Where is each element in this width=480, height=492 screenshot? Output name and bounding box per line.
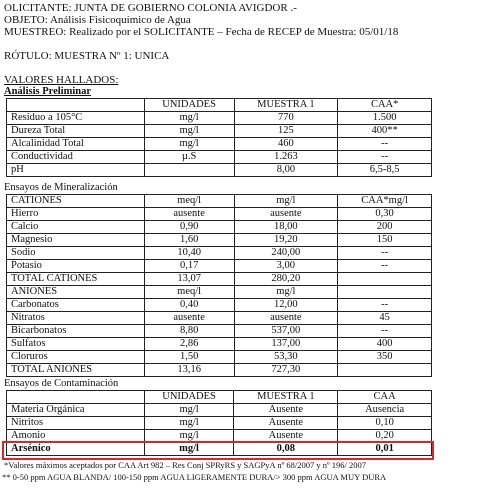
valores-title: VALORES HALLADOS:	[4, 74, 119, 86]
table-row	[7, 247, 432, 260]
table-row	[7, 351, 432, 364]
table-cell: 10,40	[144, 247, 234, 260]
table-cell: 727,30	[234, 364, 338, 377]
table-cell: 1.263	[234, 151, 338, 164]
table-cell: Sodio	[7, 247, 145, 260]
mineral-title: Ensayos de Mineralización	[4, 182, 118, 193]
table-row	[7, 299, 432, 312]
table-cell: Materia Orgánica	[7, 404, 145, 417]
table-cell: 13,07	[144, 273, 234, 286]
table-cell: --	[338, 260, 432, 273]
table-cell: 2,86	[144, 338, 234, 351]
table-cell: 460	[234, 138, 338, 151]
table-cell: 45	[338, 312, 432, 325]
table-cell: 12,00	[234, 299, 338, 312]
table-cell: 0,10	[338, 417, 432, 430]
header-muestreo: MUESTREO: Realizado por el SOLICITANTE – Fecha de RECEP de Muestra: 05/01/18	[4, 26, 399, 38]
header-cell: meq/l	[144, 195, 234, 208]
table-header-row	[7, 99, 432, 112]
preliminar-table	[6, 98, 432, 177]
table-row	[7, 286, 432, 299]
table-cell: Calcio	[7, 221, 145, 234]
table-cell: ausente	[234, 208, 338, 221]
table-cell: 1.500	[338, 112, 432, 125]
table-row	[7, 404, 432, 417]
table-cell: mg/l	[144, 125, 234, 138]
table-cell: --	[338, 151, 432, 164]
table-cell: 770	[234, 112, 338, 125]
table-cell: 0,17	[144, 260, 234, 273]
header-cell	[7, 391, 145, 404]
table-cell: ausente	[144, 312, 234, 325]
table-row	[7, 234, 432, 247]
table-cell: Dureza Total	[7, 125, 145, 138]
table-cell: 1,60	[144, 234, 234, 247]
table-cell: µ.S	[144, 151, 234, 164]
table-row	[7, 260, 432, 273]
header-cell: UNIDADES	[144, 99, 234, 112]
table-cell	[338, 273, 432, 286]
table-cell: 0,20	[338, 430, 432, 443]
table-row	[7, 151, 432, 164]
table-row	[7, 312, 432, 325]
table-cell: 6,5-8,5	[338, 164, 432, 177]
table-header-row	[7, 195, 432, 208]
table-cell: Sulfatos	[7, 338, 145, 351]
mineral-table	[6, 194, 432, 377]
table-cell: 240,00	[234, 247, 338, 260]
table-row	[7, 112, 432, 125]
table-row	[7, 417, 432, 430]
header-cell: CAA*	[338, 99, 432, 112]
table-cell: 0,90	[144, 221, 234, 234]
table-cell: mg/l	[144, 430, 234, 443]
header-rotulo: RÓTULO: MUESTRA Nº 1: UNICA	[4, 50, 170, 62]
table-cell: 19,20	[234, 234, 338, 247]
table-cell: mg/l	[144, 112, 234, 125]
table-cell: 200	[338, 221, 432, 234]
table-row	[7, 208, 432, 221]
table-cell: Nitritos	[7, 417, 145, 430]
table-cell: mg/l	[144, 138, 234, 151]
table-cell: Ausente	[234, 430, 338, 443]
header-objeto: OBJETO: Análisis Fisicoquímico de Agua	[4, 14, 191, 26]
table-cell: Ausente	[234, 404, 338, 417]
table-row	[7, 138, 432, 151]
table-cell	[338, 364, 432, 377]
table-cell: Residuo a 105°C	[7, 112, 145, 125]
table-cell: ANIONES	[7, 286, 145, 299]
table-cell: 150	[338, 234, 432, 247]
table-cell: 53,30	[234, 351, 338, 364]
table-row	[7, 125, 432, 138]
table-cell: mg/l	[234, 286, 338, 299]
table-cell: mg/l	[144, 417, 234, 430]
table-cell: Nitratos	[7, 312, 145, 325]
table-cell: Bicarbonatos	[7, 325, 145, 338]
header-cell: mg/l	[234, 195, 338, 208]
table-cell: 125	[234, 125, 338, 138]
table-cell: 13,16	[144, 364, 234, 377]
table-cell: ausente	[234, 312, 338, 325]
table-cell: 350	[338, 351, 432, 364]
header-cell: MUESTRA 1	[234, 99, 338, 112]
table-row	[7, 221, 432, 234]
table-cell: Ausente	[234, 417, 338, 430]
header-cell: MUESTRA 1	[234, 391, 338, 404]
table-cell: 1,50	[144, 351, 234, 364]
table-cell: Amonio	[7, 430, 145, 443]
table-cell: --	[338, 325, 432, 338]
table-cell: meq/l	[144, 286, 234, 299]
table-cell: Magnesio	[7, 234, 145, 247]
footnote-dureza: ** 0-50 ppm AGUA BLANDA/ 100-150 ppm AGUA LIGERAMENTE DURA/> 300 ppm AGUA MUY DURA	[2, 472, 387, 482]
table-cell	[338, 286, 432, 299]
table-cell: 8,00	[234, 164, 338, 177]
table-row	[7, 325, 432, 338]
table-cell: mg/l	[144, 443, 234, 456]
table-cell: Arsénico	[7, 443, 145, 456]
table-cell: 0,40	[144, 299, 234, 312]
table-cell: TOTAL ANIONES	[7, 364, 145, 377]
table-cell: 8,80	[144, 325, 234, 338]
table-cell: 280,20	[234, 273, 338, 286]
contam-title: Ensayos de Contaminación	[4, 378, 119, 389]
table-cell: 537,00	[234, 325, 338, 338]
header-cell: CATIONES	[7, 195, 145, 208]
preliminar-title: Análisis Preliminar	[4, 86, 92, 97]
table-cell: Conductividad	[7, 151, 145, 164]
table-cell: --	[338, 299, 432, 312]
table-row	[7, 338, 432, 351]
table-cell: pH	[7, 164, 145, 177]
table-cell: Ausencia	[338, 404, 432, 417]
arsenico-highlight-box	[2, 441, 434, 460]
table-cell	[144, 164, 234, 177]
table-row	[7, 364, 432, 377]
header-cell: CAA	[338, 391, 432, 404]
table-cell: 0,01	[338, 443, 432, 456]
table-row	[7, 164, 432, 177]
table-cell: Alcalinidad Total	[7, 138, 145, 151]
header-cell	[7, 99, 145, 112]
table-cell: Cloruros	[7, 351, 145, 364]
table-cell: 3,00	[234, 260, 338, 273]
table-row	[7, 273, 432, 286]
table-cell: 0,30	[338, 208, 432, 221]
table-cell: mg/l	[144, 404, 234, 417]
table-cell: 0,08	[234, 443, 338, 456]
header-solicitante: OLICITANTE: JUNTA DE GOBIERNO COLONIA AVIGDOR .-	[4, 2, 297, 14]
table-cell: --	[338, 138, 432, 151]
table-header-row	[7, 391, 432, 404]
header-cell: UNIDADES	[144, 391, 234, 404]
footnote-caa: *Valores máximos aceptados por CAA Art 982 – Res Conj SPRyRS y SAGPyA nº 68/2007 y nº 196/ 2007	[4, 460, 366, 470]
table-cell: 400**	[338, 125, 432, 138]
table-cell: --	[338, 247, 432, 260]
header-cell: CAA*mg/l	[338, 195, 432, 208]
table-cell: Hierro	[7, 208, 145, 221]
table-cell: TOTAL CATIONES	[7, 273, 145, 286]
table-cell: 18,00	[234, 221, 338, 234]
table-cell: 400	[338, 338, 432, 351]
table-cell: Potasio	[7, 260, 145, 273]
table-cell: Carbonatos	[7, 299, 145, 312]
table-cell: 137,00	[234, 338, 338, 351]
table-cell: ausente	[144, 208, 234, 221]
